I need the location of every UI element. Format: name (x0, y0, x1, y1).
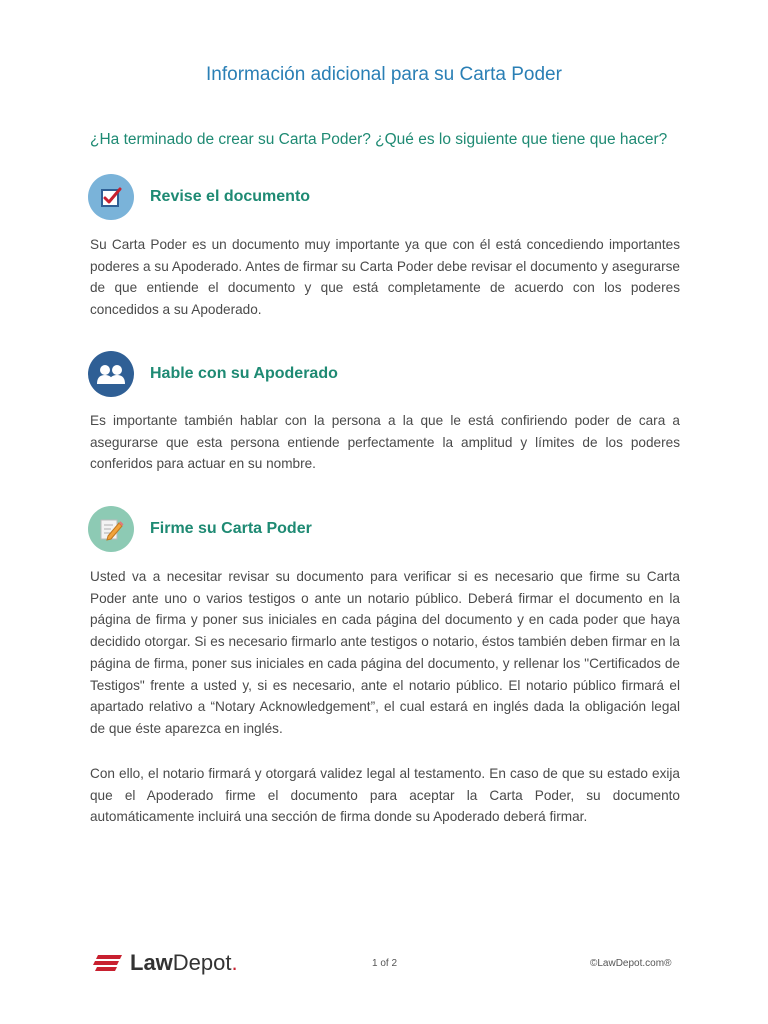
page-subtitle: ¿Ha terminado de crear su Carta Poder? ¿Qué es lo siguiente que tiene que hacer? (90, 131, 668, 148)
page-number: 1 of 2 (372, 958, 398, 969)
paragraph-sign-2: Con ello, el notario firmará y otorgará validez legal al testamento. En caso de que su estado exija que el Apoderado firme el documento para aceptar la Carta Poder, su documento automáticamente incluirá una sección de firma donde su Apoderado deberá firmar. (90, 766, 680, 825)
paragraph-sign-1: Usted va a necesitar revisar su documento para verificar si es necesario que firme su Carta Poder ante uno o varios testigos o ante un notario público. Deberá firmar el documento en la página de firma y poner sus iniciales en cada página del documento y en cada poder que haya decidido otorgar. Si es necesario firmarlo ante testigos o notario, éstos también deben firmar en la página de firma, poner sus iniciales en cada página del documento, y rellenar los "Certificados de Testigos" frente a usted y, si es necesario, ante el notario público. El notario público firmará el apartado relativo a “Notary Acknowledgement”, el cual estará en inglés dada la obligación legal de que éste aparezca en inglés. (90, 569, 680, 736)
paragraph-talk: Es importante también hablar con la persona a la que le está confiriendo poder de cara a asegurarse que esta persona entiende perfectamente la amplitud y límites de los poderes conferidos para actuar en su nombre. (90, 413, 680, 472)
section-header-talk (88, 350, 338, 398)
logo-wordmark (130, 950, 238, 976)
logo-depot: Depot (172, 950, 232, 975)
section-header-sign (88, 505, 312, 553)
people-icon (88, 351, 134, 397)
section-title-talk: Hable con su Apoderado (150, 365, 338, 382)
section-header-review (88, 173, 310, 221)
page-title: Información adicional para su Carta Poder (206, 64, 562, 85)
copyright-notice: ©LawDepot.com® (590, 958, 672, 969)
pencil-document-icon (88, 506, 134, 552)
logo-dot: . (231, 950, 238, 975)
paragraph-review: Su Carta Poder es un documento muy importante ya que con él está concediendo importantes poderes a su Apoderado. Antes de firmar su Carta Poder debe revisar el documento y asegurarse de que entiende el documento y que está completamente de acuerdo con los poderes concedidos a su Apoderado. (90, 237, 680, 318)
section-title-sign: Firme su Carta Poder (150, 520, 312, 537)
lawdepot-logo-icon (92, 954, 122, 972)
checkbox-icon (88, 174, 134, 220)
lawdepot-logo (92, 950, 238, 976)
section-title-review: Revise el documento (150, 188, 311, 205)
logo-law: Law (130, 950, 173, 975)
